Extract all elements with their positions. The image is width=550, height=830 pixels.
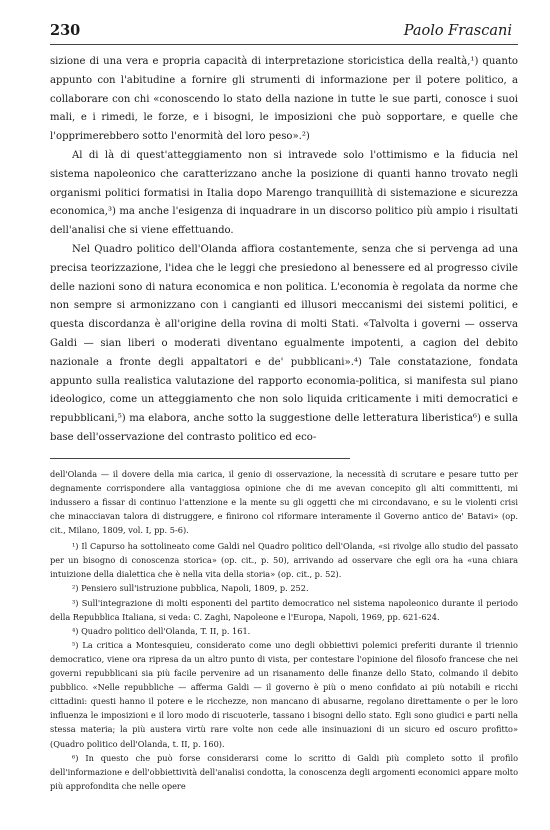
footnote: ⁶) In questo che può forse considerarsi come lo scritto di Galdi più completo sotto il profilo dell'informazione e dell'obbiettività dell'analisi condotta, la conoscenza degli argomenti economici appare molto più approfondita che nelle opere <box>50 752 518 791</box>
running-title: Paolo Frascani <box>403 23 512 39</box>
footnote: ⁵) La critica a Montesquieu, considerato come uno degli obbiettivi polemici preferiti durante il triennio democratico, viene ora ripresa da un altro punto di vista, per contestare l'opinione del filosofo francese che nei governi repubblicani sia più facile pervenire ad un risanamento delle finanze dello Stato, colmando il debito pubblico. «Nelle repubbliche — afferma Galdi — il governo è più o meno confidato ai più notabili e ricchi cittadini: questi hanno il potere e le ricchezze, non mancano di abusarne, regolano direttamente o per le loro influenza le imposizioni e il loro modo di riscuoterle, tassano i bisogni dello stato. Egli sono giudici e parti nella stessa materia; la più austera virtù rare volte non cede alle insinuazioni di un sicuro ed oscuro profitto» (Quadro politico dell'Olanda, t. II, p. 160). <box>50 639 518 749</box>
footnote-rule <box>50 458 350 459</box>
running-head <box>50 22 518 42</box>
body-paragraph: Nel Quadro politico dell'Olanda affiora costantemente, senza che si pervenga ad una precisa teorizzazione, l'idea che le leggi che presiedono al benessere ed al progresso civile delle nazioni sono di natura economica e non politica. L'economia è regolata da norme che non sempre si armonizzano con i cangianti ed illusori meccanismi dei sistemi politici, e questa discordanza è all'origine della rovina di molti Stati. «Talvolta i governi — osserva Galdi — sian liberi o moderati diventano egualmente impotenti, a cagion del debito nazionale a fronte degli appaltatori e de' pubblicani».⁴) Tale constatazione, fondata appunto sulla realistica valutazione del rapporto economia-politica, si manifesta sul piano ideologico, come un atteggiamento che non solo liquida criticamente i miti democratici e repubblicani,⁵) ma elabora, anche sotto la suggestione delle letteratura liberistica⁶) e sulla base dell'osservazione del contrasto politico ed eco- <box>50 243 518 443</box>
book-page <box>50 22 518 793</box>
footnote: ²) Pensiero sull'istruzione pubblica, Napoli, 1809, p. 252. <box>72 583 309 594</box>
body-paragraph: sizione di una vera e propria capacità di interpretazione storicistica della realtà,¹) quanto appunto con l'abitudine a fornire gli strumenti di informazione per il potere politico, a collaborare con chi «conoscendo lo stato della nazione in tutte le sue parti, conosce i suoi mali, e i rimedi, le forze, e i bisogni, le imposizioni che può sopportare, e quelle che l'opprimerebbero sotto l'enormità del loro peso».²) <box>50 56 518 143</box>
body-text <box>50 53 518 448</box>
page-number: 230 <box>50 22 81 39</box>
footnote: ³) Sull'integrazione di molti esponenti del partito democratico nel sistema napoleonico durante il periodo della Repubblica Italiana, si veda: C. Zaghi, Napoleone e l'Europa, Napoli, 1969, pp. 621-624. <box>50 597 518 622</box>
header-rule <box>50 44 518 45</box>
body-paragraph: Al di là di quest'atteggiamento non si intravede solo l'ottimismo e la fiducia nel sistema napoleonico che caratterizzano anche la posizione di quanti hanno trovato negli organismi politici formatisi in Italia dopo Marengo tranquillità di sistemazione e sicurezza economica,³) ma anche l'esigenza di inquadrare in un discorso politico più ampio i risultati dell'analisi che si viene effettuando. <box>50 149 518 237</box>
footnote: ⁴) Quadro politico dell'Olanda, T. II, p. 161. <box>72 625 251 636</box>
footnote: dell'Olanda — il dovere della mia carica, il genio di osservazione, la necessità di scrutare e pesare tutto per degnamente corrispondere alla vantaggiosa opinione che di me avevan concepito gli alti committenti, mi indussero a fissar di continuo l'attenzione e la mente su gli oggetti che mi circondavano, e su le violenti crisi che minacciavan talora di distruggere, e finirono col riformare interamente il Governo antico de' Batavi» (op. cit., Milano, 1809, vol. I, pp. 5-6). <box>50 468 518 536</box>
footnotes <box>50 467 518 793</box>
footnote: ¹) Il Capurso ha sottolineato come Galdi nel Quadro politico dell'Olanda, «si rivolge allo studio del passato per un bisogno di conoscenza storica» (op. cit., p. 50), arrivando ad osservare che egli ora ha «una chiara intuizione della dialettica che è nella vita della storia» (op. cit., p. 52). <box>50 541 518 580</box>
